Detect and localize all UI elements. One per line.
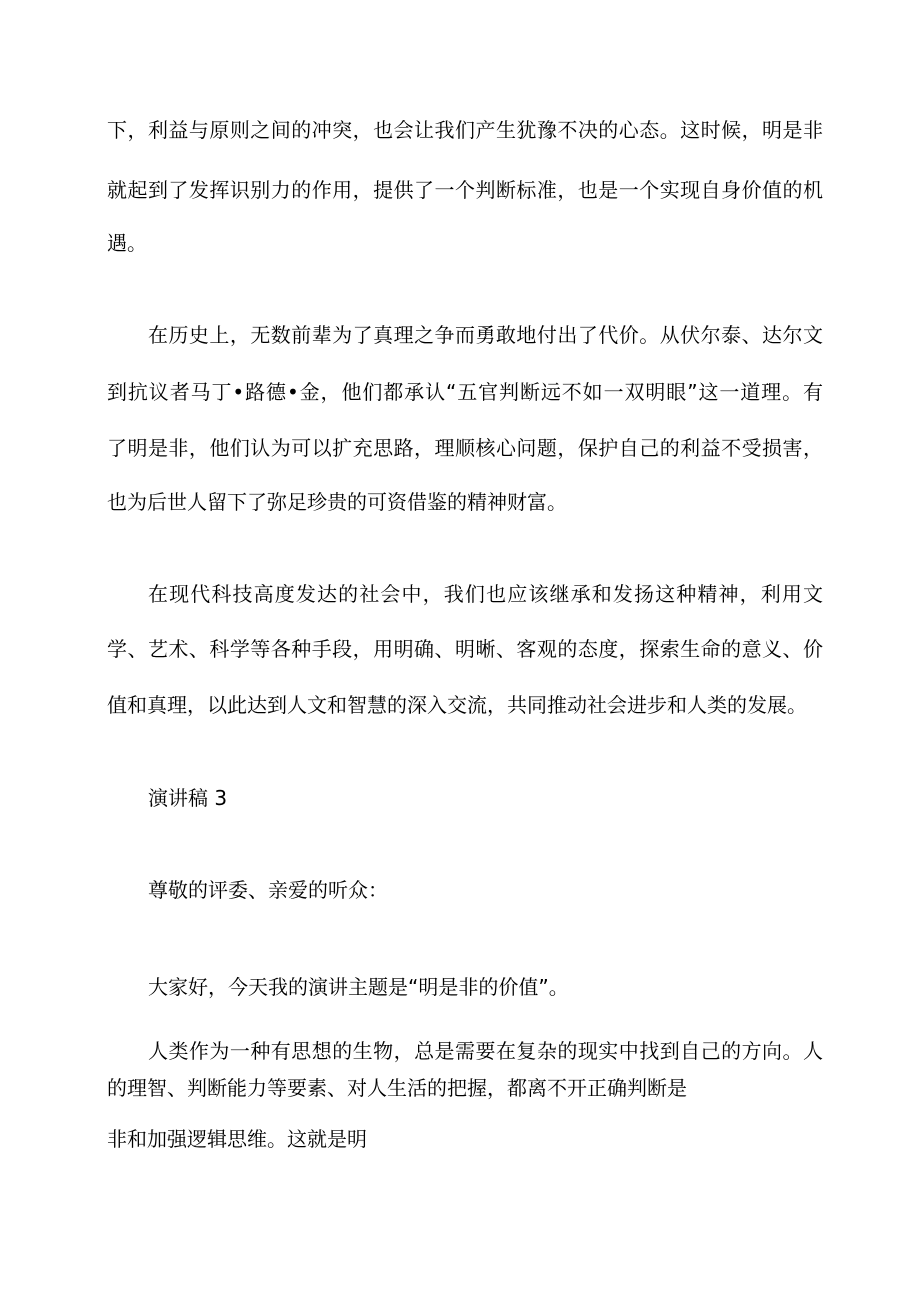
greeting: 大家好，今天我的演讲主题是“明是非的价值”。: [148, 975, 569, 999]
paragraph2-line-3: 了明是非，他们认为可以扩充思路，理顺核心问题，保护自己的利益不受损害，: [107, 436, 823, 460]
speech-title: 演讲稿 3: [148, 786, 228, 810]
paragraph3-line-1: 在现代科技高度发达的社会中，我们也应该继承和发扬这种精神，利用文: [148, 582, 823, 606]
paragraph1-line-1: 下，利益与原则之间的冲突，也会让我们产生犹豫不决的心态。这时候，明是非: [107, 118, 823, 142]
paragraph4-line-3: 非和加强逻辑思维。这就是明: [107, 1127, 367, 1151]
paragraph2-line-2: 到抗议者马丁•路德•金，他们都承认“五官判断远不如一双明眼”这一道理。有: [107, 380, 823, 404]
paragraph1-line-3: 遇。: [107, 231, 147, 255]
salutation: 尊敬的评委、亲爱的听众：: [148, 878, 388, 902]
paragraph4-line-1: 人类作为一种有思想的生物，总是需要在复杂的现实中找到自己的方向。人: [148, 1039, 823, 1063]
paragraph2-line-4: 也为后世人留下了弥足珍贵的可资借鉴的精神财富。: [107, 490, 567, 514]
paragraph3-line-2: 学、艺术、科学等各种手段，用明确、明晰、客观的态度，探索生命的意义、价: [107, 637, 823, 661]
paragraph4-line-2: 的理智、判断能力等要素、对人生活的把握，都离不开正确判断是: [107, 1076, 687, 1100]
paragraph3-line-3: 值和真理，以此达到人文和智慧的深入交流，共同推动社会进步和人类的发展。: [107, 693, 807, 717]
paragraph1-line-2: 就起到了发挥识别力的作用，提供了一个判断标准，也是一个实现自身价值的机: [107, 178, 823, 202]
paragraph2-line-1: 在历史上，无数前辈为了真理之争而勇敢地付出了代价。从伏尔泰、达尔文: [148, 323, 823, 347]
